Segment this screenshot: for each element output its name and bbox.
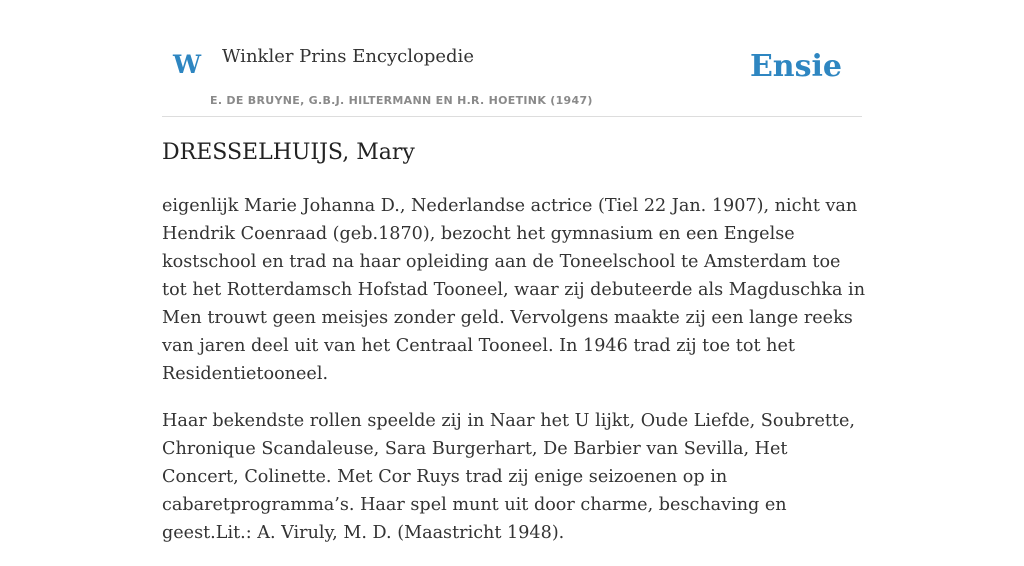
source-authors: E. DE BRUYNE, G.B.J. HILTERMANN EN H.R. HOETINK (1947) xyxy=(210,94,593,107)
source-header xyxy=(162,0,862,117)
article-paragraph: Haar bekendste rollen speelde zij in Naar het U lijkt, Oude Liefde, Soubrette, Chronique Scandaleuse, Sara Burgerhart, De Barbier van Sevilla, Het Concert, Colinette. Met Cor Ruys trad zij enige seizoenen op in cabaretprogramma’s. Haar spel munt uit door charme, beschaving en geest.Lit.: A. Viruly, M. D. (Maastricht 1948). xyxy=(162,411,856,543)
article-paragraph: eigenlijk Marie Johanna D., Nederlandse actrice (Tiel 22 Jan. 1907), nicht van Hendrik Coenraad (geb.1870), bezocht het gymnasium en een Engelse kostschool en trad na haar opleiding aan de Toneelschool te Amsterdam toe tot het Rotterdamsch Hofstad Tooneel, waar zij debuteerde als Magduschka in Men trouwt geen meisjes zonder geld. Vervolgens maakte zij een lange reeks van jaren deel uit van het Centraal Tooneel. In 1946 trad zij toe tot het Residentietooneel. xyxy=(162,196,866,384)
article-title: DRESSELHUIJS, Mary xyxy=(162,140,415,165)
source-logo[interactable]: W xyxy=(173,50,202,79)
page xyxy=(162,0,866,543)
article-body xyxy=(162,192,866,566)
site-brand-logo[interactable]: Ensie xyxy=(749,49,842,84)
source-title[interactable]: Winkler Prins Encyclopedie xyxy=(222,46,474,67)
